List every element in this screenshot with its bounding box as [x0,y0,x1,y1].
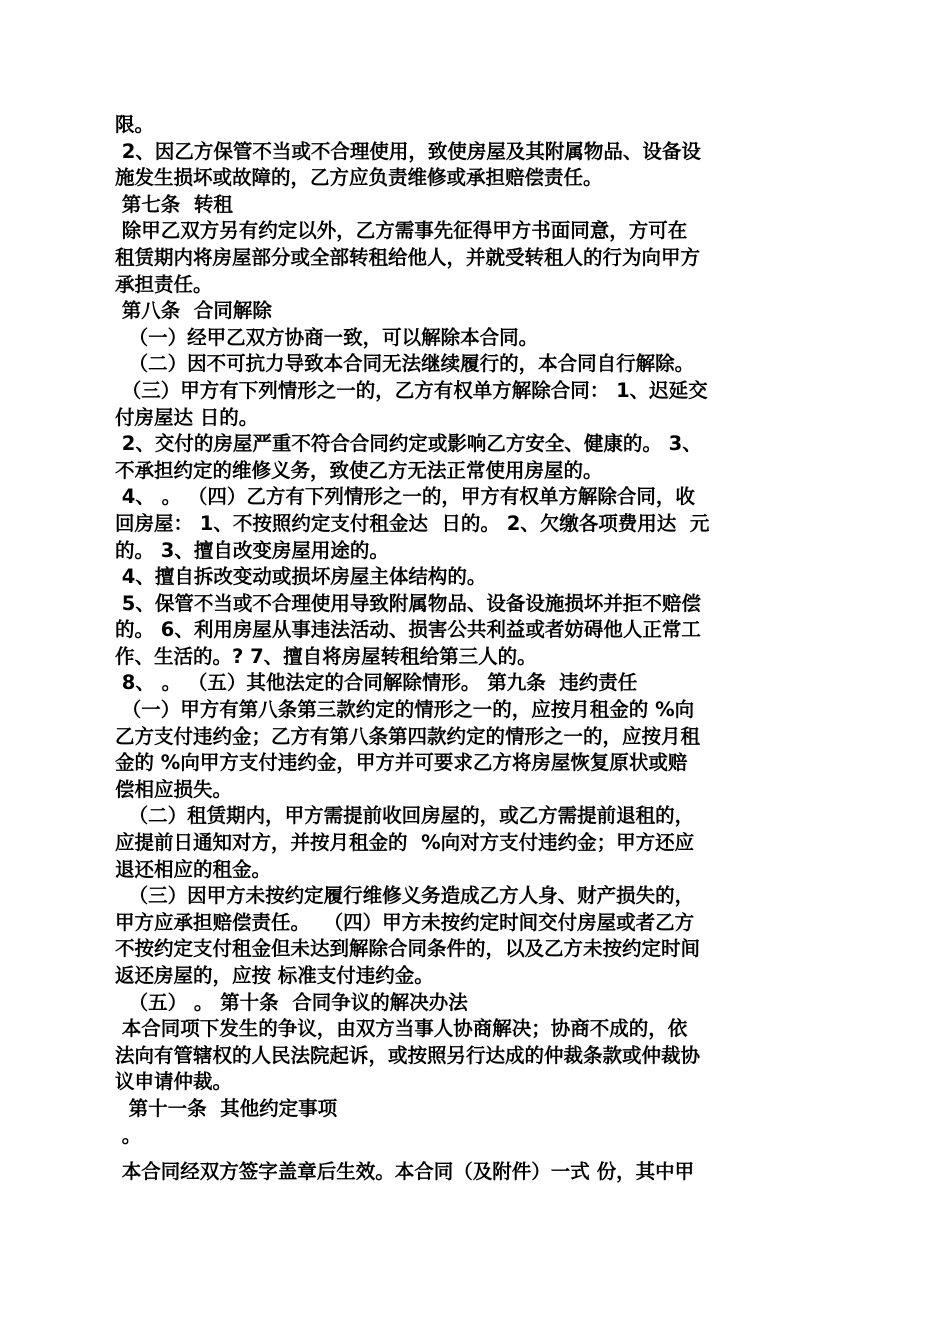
text-line: 8、 。 （五）其他法定的合同解除情形。 第九条 违约责任 [115,671,638,695]
text-line: 议申请仲裁。 [115,1070,233,1094]
text-line: 乙方支付违约金；乙方有第八条第四款约定的情形之一的，应按月租 [115,724,701,748]
text-line: 不承担约定的维修义务，致使乙方无法正常使用房屋的。 [115,458,603,482]
text-line: 承担责任。 [115,272,213,296]
text-line: 4、擅自拆改变动或损坏房屋主体结构的。 [115,565,487,589]
text-line: 金的 %向甲方支付违约金，甲方并可要求乙方将房屋恢复原状或赔 [115,751,688,775]
text-line: 除甲乙双方另有约定以外，乙方需事先征得甲方书面同意，方可在 [115,219,688,243]
text-line: 5、保管不当或不合理使用导致附属物品、设备设施损坏并拒不赔偿 [115,591,701,615]
text-line: 第八条 合同解除 [115,299,272,323]
contract-text-body [115,112,840,1186]
text-line: 回房屋： 1、不按照约定支付租金达 日的。 2、欠缴各项费用达 元 [115,511,710,535]
text-line: （五） 。 第十条 合同争议的解决办法 [115,990,468,1014]
text-line: 限。 [115,113,155,136]
text-line: 第七条 转租 [115,192,233,216]
text-line: 本合同项下发生的争议，由双方当事人协商解决；协商不成的，依 [115,1017,688,1041]
text-line: 偿相应损失。 [115,777,233,801]
text-line: 甲方应承担赔偿责任。 （四）甲方未按约定时间交付房屋或者乙方 [115,910,695,934]
text-line: 返还房屋的，应按 标准支付违约金。 [115,964,434,987]
text-line: 法向有管辖权的人民法院起诉，或按照另行达成的仲裁条款或仲裁协 [115,1043,701,1067]
text-line: （三）因甲方未按约定履行维修义务造成乙方人身、财产损失的， [115,884,695,908]
text-line: 4、 。 （四）乙方有下列情形之一的，甲方有权单方解除合同，收 [115,485,695,509]
text-line: 第十一条 其他约定事项 [115,1096,338,1120]
text-line: 2、交付的房屋严重不符合合同约定或影响乙方安全、健康的。 3、 [115,432,702,456]
text-line: 应提前日通知对方，并按月租金的 %向对方支付违约金；甲方还应 [115,831,695,855]
text-line: （一）甲方有第八条第三款约定的情形之一的，应按月租金的 %向 [115,698,695,722]
text-line: （二）租赁期内，甲方需提前收回房屋的，或乙方需提前退租的， [115,804,695,828]
text-line: 不按约定支付租金但未达到解除合同条件的，以及乙方未按约定时间 [115,937,701,961]
text-line: 的。 3、擅自改变房屋用途的。 [115,538,389,562]
text-line: （一）经甲乙双方协商一致，可以解除本合同。 [115,325,539,349]
text-line: 施发生损坏或故障的，乙方应负责维修或承担赔偿责任。 [115,166,603,190]
text-line: 作、生活的。? 7、擅自将房屋转租给第三人的。 [115,644,537,668]
text-line: 退还相应的租金。 [115,857,272,881]
text-line: 2、因乙方保管不当或不合理使用，致使房屋及其附属物品、设备设 [115,139,701,163]
text-line: （三）甲方有下列情形之一的，乙方有权单方解除合同： 1、迟延交 [115,378,708,402]
text-line: 。 [115,1123,142,1147]
text-line: 付房屋达 日的。 [115,405,259,429]
text-line: 本合同经双方签字盖章后生效。本合同（及附件）一式 份，其中甲 [115,1160,695,1184]
text-line: 租赁期内将房屋部分或全部转租给他人，并就受转租人的行为向甲方 [115,245,701,269]
text-line: （二）因不可抗力导致本合同无法继续履行的，本合同自行解除。 [115,352,695,376]
text-line: 的。 6、利用房屋从事违法活动、损害公共利益或者妨碍他人正常工 [115,618,701,642]
